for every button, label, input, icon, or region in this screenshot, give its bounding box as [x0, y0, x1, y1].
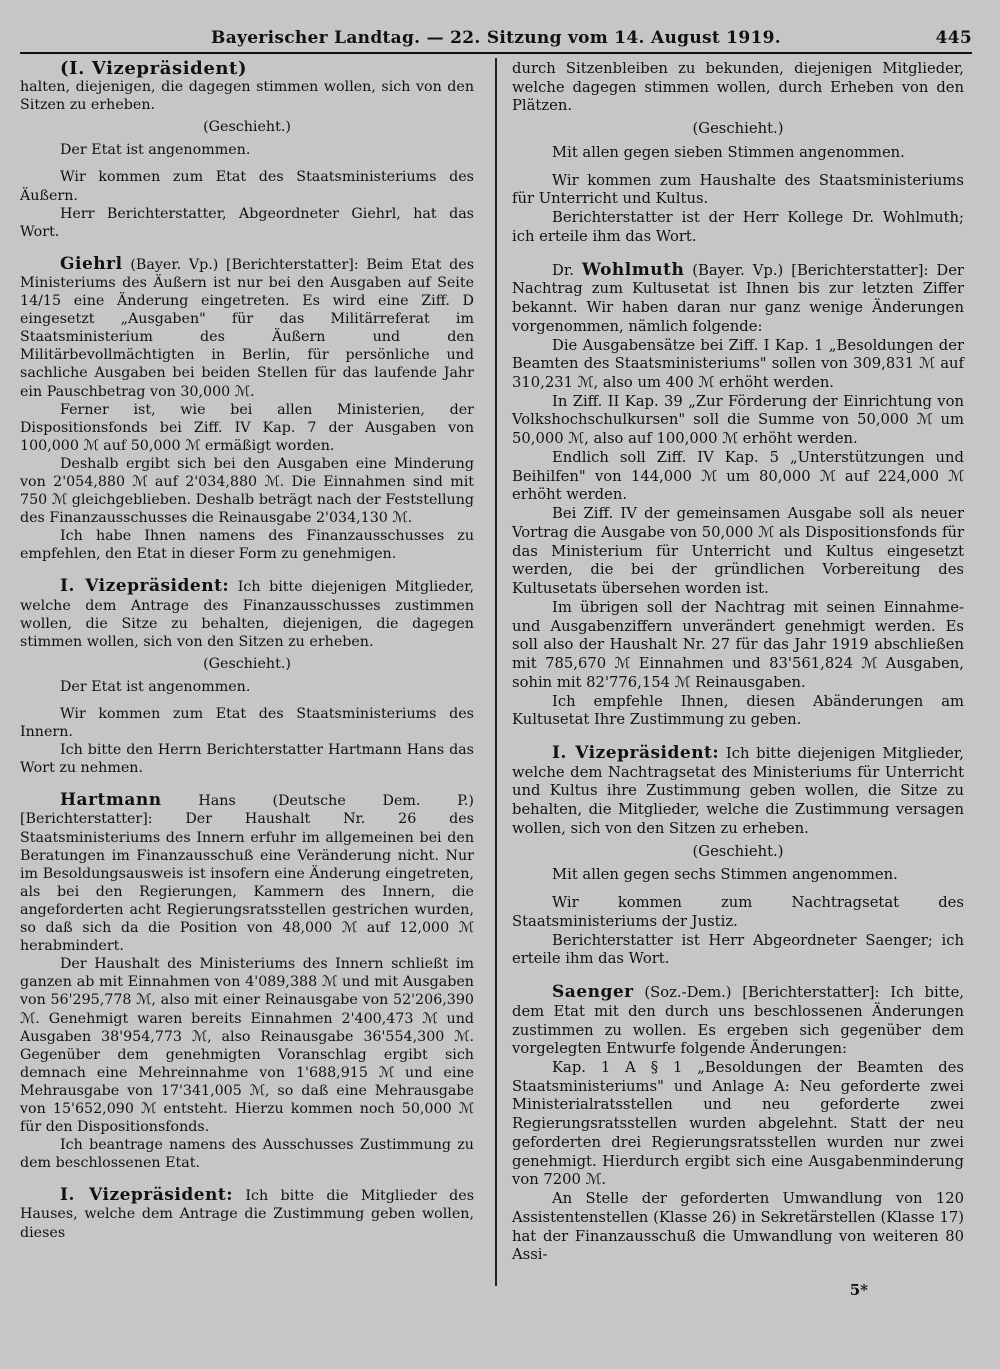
paragraph: In Ziff. II Kap. 39 „Zur Förderung der Einrichtung von Volkshochschulkursen" soll die Summe von 50,000 ℳ um 50,000 ℳ, also auf 100,000 ℳ erhöht werden. — [512, 392, 964, 448]
paragraph: Ich habe Ihnen namens des Finanzausschusses zu empfehlen, den Etat in dieser Form zu genehmigen. — [20, 528, 474, 563]
paragraph: Mit allen gegen sechs Stimmen angenommen. — [552, 866, 898, 884]
paragraph: durch Sitzenbleiben zu bekunden, diejenigen Mitglieder, welche dagegen stimmen wollen, durch Erheben von den Plätzen. — [512, 60, 964, 115]
stage-direction: (Geschieht.) — [203, 655, 291, 672]
speech-block — [20, 255, 474, 401]
speech-text: (Bayer. Vp.) [Berichterstatter]: Beim Etat des Ministeriums des Äußern ist nur bei den Ausgaben auf Seite 14/15 eine Änderung eingetreten. Es wird eine Ziff. D eingesetzt „Ausgaben" für das Militärreferat im Staatsministerium des Äußern und den Militärbevollmächtigten in Berlin, für persönliche und sachliche Ausgaben bei beiden Stellen für das laufende Jahr ein Pauschbetrag von 30,000 ℳ. — [20, 256, 475, 400]
speaker-title: Dr. — [552, 261, 574, 279]
page-header — [20, 28, 972, 54]
speech-block — [20, 1186, 474, 1241]
speaker-name: Giehrl — [60, 253, 123, 274]
paragraph: Der Etat ist angenommen. — [60, 678, 251, 695]
speaker-name: I. Vizepräsident: — [552, 742, 720, 763]
page-number: 445 — [935, 28, 972, 48]
speaker-name: Wohlmuth — [581, 259, 685, 280]
paragraph: Wir kommen zum Etat des Staatsministeriums des Innern. — [20, 706, 474, 741]
paragraph: Ich bitte den Herrn Berichterstatter Hartmann Hans das Wort zu nehmen. — [20, 742, 474, 777]
paragraph: Wir kommen zum Etat des Staatsministeriums des Äußern. — [20, 169, 474, 204]
paragraph: Ich beantrage namens des Ausschusses Zustimmung zu dem beschlossenen Etat. — [20, 1137, 474, 1172]
speech-text: (Soz.-Dem.) [Berichterstatter]: Ich bitte, dem Etat mit den durch uns beschlossenen Änderungen zustimmen zu wollen. Es ergeben sich gegenüber dem vorgelegten Entwurfe folgende Änderungen: — [512, 984, 964, 1058]
paragraph: Endlich soll Ziff. IV Kap. 5 „Unterstützungen und Beihilfen" von 144,000 ℳ um 80,000 ℳ auf 224,000 ℳ erhöht werden. — [512, 448, 964, 504]
stage-direction: (Geschieht.) — [203, 119, 291, 136]
speech-block — [512, 261, 964, 337]
speaker-name: I. Vizepräsident: — [60, 1185, 234, 1206]
left-column — [20, 60, 474, 1242]
paragraph: Der Haushalt des Ministeriums des Innern schließt im ganzen ab mit Einnahmen von 4'089,388 ℳ und mit Ausgaben von 56'295,778 ℳ, also mit einer Reinausgabe von 52'206,390 ℳ. Genehmigt waren bereits Einnahmen 2'400,473 ℳ und Ausgaben 38'954,773 ℳ, also Reinausgabe 36'554,300 ℳ. Gegenüber dem genehmigten Voranschlag ergibt sich demnach eine Mehreinnahme von 1'688,915 ℳ und eine Mehrausgabe von 17'341,005 ℳ, so daß eine Mehrausgabe von 15'652,090 ℳ entsteht. Hierzu kommen noch 50,000 ℳ für den Dispositionsfonds. — [20, 956, 474, 1136]
paragraph: Herr Berichterstatter, Abgeordneter Giehrl, hat das Wort. — [20, 205, 474, 240]
speech-block — [512, 983, 964, 1059]
paragraph: Der Etat ist angenommen. — [60, 142, 251, 159]
paragraph: Mit allen gegen sieben Stimmen angenommen. — [552, 143, 905, 161]
speech-text: (Bayer. Vp.) [Berichterstatter]: Der Nachtrag zum Kultusetat ist Ihnen bis zur letzten Ziffer bekannt. Wir haben daran nur ganz wenige Änderungen vorgenommen, nämlich folgende: — [512, 261, 964, 335]
speech-block — [20, 577, 474, 650]
speaker-name: Hartmann — [60, 790, 162, 811]
paragraph: Wir kommen zum Haushalte des Staatsministeriums für Unterricht und Kultus. — [512, 171, 964, 208]
section-head: (I. Vizepräsident) — [60, 58, 248, 79]
signature-mark: 5* — [849, 1281, 868, 1299]
paragraph: Im übrigen soll der Nachtrag mit seinen Einnahme- und Ausgabenziffern unverändert genehmigt werden. Es soll also der Haushalt Nr. 27 für das Jahr 1919 abschließen mit 785,670 ℳ Einnahmen und 83'561,824 ℳ Ausgaben, sohin mit 82'776,154 ℳ Reinausgaben. — [512, 598, 964, 691]
speech-block — [512, 744, 964, 839]
stage-direction: (Geschieht.) — [692, 842, 784, 860]
speaker-name: I. Vizepräsident: — [60, 576, 230, 597]
column-divider — [495, 58, 497, 1286]
paragraph: Berichterstatter ist der Herr Kollege Dr. Wohlmuth; ich erteile ihm das Wort. — [512, 209, 964, 245]
stage-direction: (Geschieht.) — [692, 120, 784, 138]
paragraph: Berichterstatter ist Herr Abgeordneter Saenger; ich erteile ihm das Wort. — [512, 931, 964, 968]
right-column — [512, 60, 964, 1265]
speech-text: Ich bitte diejenigen Mitglieder, welche dem Nachtragsetat des Ministeriums für Unterricht und Kultus ihre Zustimmung geben wollen, die Sitze zu behalten, die Mitglieder, welche die Zustimmung versagen wollen, sich von den Sitzen zu erheben. — [512, 744, 964, 837]
speech-text: Hans (Deutsche Dem. P.) [Berichterstatter]: Der Haushalt Nr. 26 des Staatsministeriums des Innern erfuhr im allgemeinen bei den Beratungen im Finanzausschuß eine Veränderung nicht. Nur im Besoldungsausweis ist insofern eine Änderung eingetreten, als bei den Regierungen, Kammern des Innern, die angeforderten acht Regierungsratsstellen gestrichen wurden, so daß sich da die Position von 48,000 ℳ auf 12,000 ℳ herabmindert. — [20, 793, 474, 955]
paragraph: Bei Ziff. IV der gemeinsamen Ausgabe soll als neuer Vortrag die Ausgabe von 50,000 ℳ als Dispositionsfonds für das Ministerium für Unterricht und Kultus eingesetzt werden, die bei der gründlichen Vorbereitung des Kultusetats übersehen worden ist. — [512, 505, 964, 598]
paragraph: Die Ausgabensätze bei Ziff. I Kap. 1 „Besoldungen der Beamten des Staatsministeriums" sollen von 309,831 ℳ auf 310,231 ℳ, also um 400 ℳ erhöht werden. — [512, 336, 964, 392]
speech-block — [20, 791, 474, 955]
speech-text: Ich bitte die Mitglieder des Hauses, welche dem Antrage die Zustimmung geben wollen, dieses — [20, 1188, 475, 1241]
paragraph: An Stelle der geforderten Umwandlung von 120 Assistentenstellen (Klasse 26) in Sekretärstellen (Klasse 17) hat der Finanzausschuß die Umwandlung von weiteren 80 Assi- — [512, 1190, 964, 1264]
paragraph: Wir kommen zum Nachtragsetat des Staatsministeriums der Justiz. — [512, 894, 964, 930]
paragraph: Ich empfehle Ihnen, diesen Abänderungen am Kultusetat Ihre Zustimmung zu geben. — [512, 692, 964, 729]
speaker-name: Saenger — [552, 982, 634, 1003]
paragraph: Kap. 1 A § 1 „Besoldungen der Beamten des Staatsministeriums" und Anlage A: Neu geforderte zwei Ministerialratsstellen und neu geforderte zwei Regierungsratsstellen wurden abgelehnt. Statt der neu geforderten drei Regierungsratsstellen wurden nur zwei genehmigt. Hierdurch ergibt sich eine Ausgabenminderung von 7200 ℳ. — [512, 1058, 964, 1189]
paragraph: Deshalb ergibt sich bei den Ausgaben eine Minderung von 2'054,880 ℳ auf 2'034,880 ℳ. Die Einnahmen sind mit 750 ℳ gleichgeblieben. Deshalb beträgt nach der Feststellung des Finanzausschusses die Reinausgabe 2'034,130 ℳ. — [20, 455, 474, 527]
running-title: Bayerischer Landtag. — 22. Sitzung vom 14. August 1919. — [211, 28, 781, 48]
paragraph: Ferner ist, wie bei allen Ministerien, der Dispositionsfonds bei Ziff. IV Kap. 7 der Ausgaben von 100,000 ℳ auf 50,000 ℳ ermäßigt worden. — [20, 401, 474, 454]
paragraph: halten, diejenigen, die dagegen stimmen wollen, sich von den Sitzen zu erheben. — [20, 79, 474, 114]
speech-text: Ich bitte diejenigen Mitglieder, welche dem Antrage des Finanzausschusses zustimmen wollen, die Sitze zu behalten, diejenigen, die dagegen stimmen wollen, sich von den Sitzen zu erheben. — [20, 579, 475, 650]
